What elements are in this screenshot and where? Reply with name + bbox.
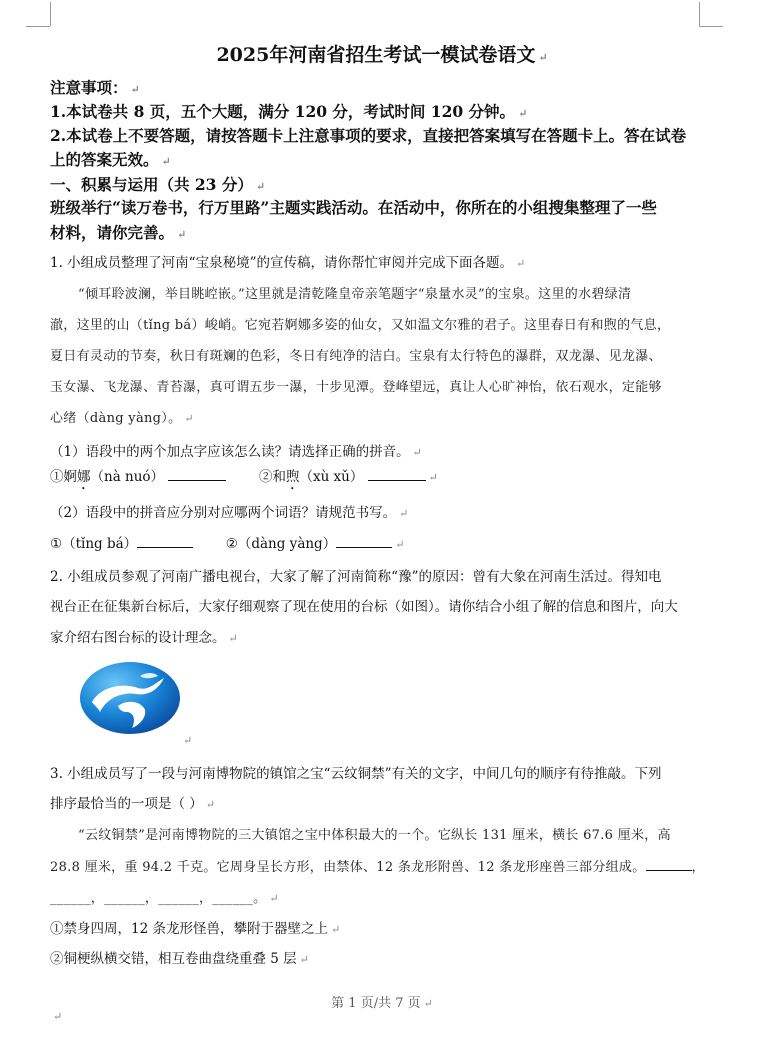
question-2-line2: 视台正在征集新台标后，大家仔细观察了现在使用的台标（如图）。请你结合小组了解的信息和图片，向大: [50, 599, 678, 615]
question-2-line1: 2. 小组成员参观了河南广播电视台，大家了解了河南简称“豫”的原因：曾有大象在河南生活过。得知电: [50, 569, 662, 585]
answer-blank[interactable]: [336, 535, 392, 548]
question-1-sub-1: （1）语段中的两个加点字应该怎么读？请选择正确的拼音。 ↵: [50, 444, 422, 460]
tv-logo-graphic: [78, 658, 182, 738]
passage-line: 心绪（dàng yàng）。 ↵: [50, 411, 194, 426]
option-1: ①禁身四周，12 条龙形怪兽，攀附于器壁之上 ↵: [50, 921, 341, 937]
section-intro-line2: 材料，请你完善。 ↵: [50, 223, 187, 242]
passage-line: 夏日有灵动的节奏，秋日有斑斓的色彩，冬日有纯净的洁白。宝泉有太行特色的瀑群，双龙瀑、见龙瀑、: [50, 349, 662, 364]
answer-blank[interactable]: [646, 858, 692, 871]
notice-item-1: 1.本试卷共 8 页，五个大题，满分 120 分，考试时间 120 分钟。 ↵: [50, 102, 528, 121]
answer-blank[interactable]: [168, 468, 226, 481]
passage-line: “倾耳聆波澜，举目眺崆嵌。”这里就是清乾隆皇帝亲笔题字“泉量水灵”的宝泉。这里的水碧绿清: [78, 287, 632, 302]
passage-line: 玉女瀑、飞龙瀑、青苔瀑，真可谓五步一瀑，十步见潭。登峰望远，真让人心旷神怡，依石观水，定能够: [50, 380, 662, 395]
answer-blank[interactable]: [368, 468, 426, 481]
crop-mark-top-left-h: [26, 26, 50, 27]
question-1-sub-1-answers: ①婀娜（nà nuó） ②和煦（xù xǔ） ↵: [50, 469, 438, 485]
option-2: ②铜梗纵横交错，相互卷曲盘绕重叠 5 层 ↵: [50, 951, 309, 967]
answer-blank[interactable]: [137, 535, 193, 548]
notice-heading: 注意事项： ↵: [50, 78, 140, 97]
question-2-line3: 家介绍右图台标的设计理念。 ↵: [50, 630, 238, 646]
passage-line: ______，______，______，______。 ↵: [50, 891, 279, 906]
passage-line: 澈，这里的山（tǐng bá）峻峭。它宛若婀娜多姿的仙女，又如温文尔雅的君子。这里春日有和煦的气息，: [50, 318, 671, 333]
question-3-line1: 3. 小组成员写了一段与河南博物院的镇馆之宝“云纹铜禁”有关的文字，中间几句的顺序有待推敲。下列: [50, 766, 662, 782]
passage-line: 28.8 厘米，重 94.2 千克。它周身呈长方形，由禁体、12 条龙形附兽、12 条龙形座兽三部分组成。 ，: [50, 860, 705, 875]
section-intro-line1: 班级举行“读万卷书，行万里路”主题实践活动。在活动中，你所在的小组搜集整理了一些: [50, 198, 657, 217]
paragraph-mark: ↵: [183, 734, 193, 747]
question-1-stem: 1. 小组成员整理了河南“宝泉秘境”的宣传稿，请你帮忙审阅并完成下面各题。 ↵: [50, 255, 526, 271]
crop-mark-top-left-v: [50, 2, 51, 26]
page-footer: 第 1 页/共 7 页 ↵: [331, 996, 433, 1011]
crop-mark-top-right-v: [699, 2, 700, 26]
crop-mark-top-right-h: [699, 26, 723, 27]
notice-item-2-line1: 2.本试卷上不要答题，请按答题卡上注意事项的要求，直接把答案填写在答题卡上。答在试卷: [50, 126, 687, 145]
section-heading: 一、积累与运用（共 23 分） ↵: [50, 175, 266, 194]
notice-item-2-line2: 上的答案无效。 ↵: [50, 150, 171, 169]
tv-station-logo: [78, 658, 182, 738]
paragraph-mark: ↵: [53, 1010, 63, 1023]
question-1-sub-2-answers: ①（tǐng bá） ②（dàng yàng） ↵: [50, 536, 405, 552]
passage-line: “云纹铜禁”是河南博物院的三大镇馆之宝中体积最大的一个。它纵长 131 厘米，横长 67.6 厘米，高: [78, 828, 671, 843]
question-3-line2: 排序最恰当的一项是（ ） ↵: [50, 796, 216, 812]
page-title: 2025年河南省招生考试一模试卷语文 ↵: [216, 44, 548, 66]
question-1-sub-2: （2）语段中的拼音应分别对应哪两个词语？请规范书写。 ↵: [50, 505, 409, 521]
